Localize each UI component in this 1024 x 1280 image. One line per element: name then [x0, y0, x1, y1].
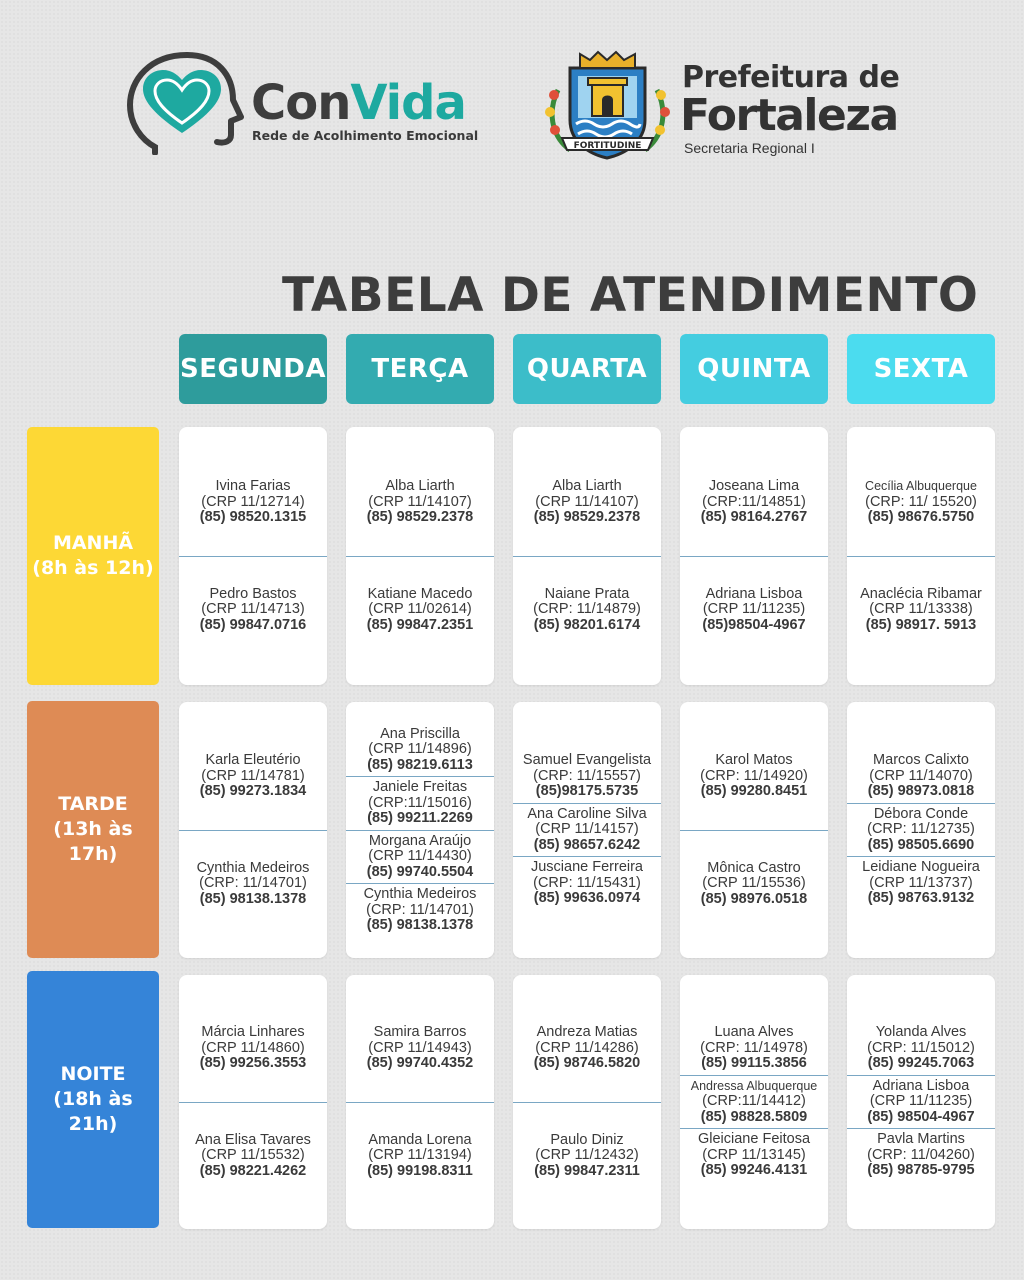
professional-crp: (CRP: 11/14978) — [700, 1039, 808, 1056]
professional-entry — [680, 475, 828, 556]
professional-entry — [847, 803, 995, 857]
prefeitura-logo — [540, 50, 920, 165]
professional-name: Cynthia Medeiros — [196, 859, 310, 876]
professional-crp: (CRP: 11/15012) — [867, 1039, 975, 1056]
professional-entry — [847, 556, 995, 638]
professional-entry — [847, 750, 995, 803]
professional-phone: (85) 99115.3856 — [701, 1055, 807, 1072]
professional-crp: (CRP: 11/14920) — [700, 767, 808, 784]
professional-entry — [346, 475, 494, 556]
professional-crp: (CRP 11/14070) — [869, 767, 973, 784]
professional-name: Luana Alves — [714, 1024, 794, 1041]
professional-name: Pavla Martins — [877, 1131, 965, 1148]
professional-phone: (85) 99256.3553 — [199, 1055, 307, 1071]
professional-crp: (CRP 11/14107) — [368, 493, 472, 510]
professional-entry — [680, 1128, 828, 1182]
professional-phone: (85) 99636.0974 — [533, 890, 641, 907]
professional-crp: (CRP 11/15536) — [702, 875, 806, 891]
prefeitura-line1: Prefeitura de — [682, 60, 900, 95]
period-name: NOITE — [60, 1063, 126, 1085]
professional-entry — [513, 1102, 661, 1184]
day-header-4: QUINTA — [680, 334, 828, 404]
professional-entry — [847, 1022, 995, 1075]
crest-motto: FORTITUDINE — [573, 141, 642, 151]
schedule-cell-manha-5 — [847, 427, 995, 685]
period-name: TARDE — [58, 793, 128, 815]
professional-crp: (CRP 11/14860) — [201, 1039, 305, 1056]
professional-phone: (85) 98529.2378 — [366, 509, 474, 525]
professional-entry — [513, 856, 661, 910]
professional-phone: (85) 98746.5820 — [533, 1055, 641, 1071]
professional-name: Andreza Matias — [536, 1024, 638, 1040]
professional-phone: (85) 99847.0716 — [199, 616, 307, 633]
schedule-cell-tarde-2 — [346, 702, 494, 958]
schedule-cell-tarde-4 — [680, 702, 828, 958]
professional-crp: (CRP 11/13737) — [869, 874, 973, 891]
professional-name: Débora Conde — [873, 805, 969, 822]
professional-crp: (CRP 11/14896) — [368, 741, 472, 757]
professional-crp: (CRP 11/02614) — [368, 601, 472, 617]
professional-crp: (CRP: 11/15557) — [533, 767, 641, 784]
professional-phone: (85) 99198.8311 — [367, 1162, 473, 1179]
professional-name: Ana Elisa Tavares — [195, 1131, 311, 1148]
professional-entry — [346, 776, 494, 830]
professional-phone: (85) 98917. 5913 — [865, 616, 977, 633]
professional-entry — [346, 1021, 494, 1102]
professional-entry — [513, 1021, 661, 1102]
head-heart-icon — [125, 45, 250, 155]
professional-entry — [680, 1022, 828, 1075]
professional-name: Alba Liarth — [385, 478, 455, 494]
period-label-manha — [27, 427, 159, 685]
professional-phone: (85) 99847.2311 — [534, 1162, 640, 1179]
professional-phone: (85) 98657.6242 — [533, 836, 641, 853]
professional-entry — [847, 1128, 995, 1182]
professional-entry — [179, 830, 327, 912]
professional-phone: (85) 98138.1378 — [366, 917, 474, 933]
professional-crp: (CRP:11/14851) — [702, 493, 806, 510]
professional-phone: (85) 98785-9795 — [867, 1162, 975, 1179]
professional-crp: (CRP 11/14430) — [368, 848, 472, 864]
professional-name: Andressa Albuquerque — [690, 1078, 818, 1093]
professional-phone: (85) 98164.2767 — [700, 509, 808, 525]
convida-logo — [125, 45, 485, 155]
professional-name: Ana Caroline Silva — [527, 805, 647, 822]
professional-entry — [847, 475, 995, 556]
professional-crp: (CRP 11/14713) — [201, 601, 305, 617]
convida-word1: Con — [251, 75, 351, 131]
professional-phone: (85) 98520.1315 — [199, 509, 307, 525]
professional-crp: (CRP:11/14412) — [702, 1093, 806, 1110]
professional-entry — [346, 724, 494, 777]
professional-phone: (85) 98505.6690 — [867, 836, 975, 853]
professional-phone: (85) 98219.6113 — [367, 756, 473, 773]
professional-name: Jusciane Ferreira — [530, 859, 643, 876]
professional-crp: (CRP 11/14943) — [368, 1039, 472, 1056]
professional-name: Cecília Albuquerque — [865, 479, 977, 493]
day-header-5: SEXTA — [847, 334, 995, 404]
professional-name: Mônica Castro — [707, 859, 801, 876]
professional-entry — [513, 475, 661, 556]
professional-crp: (CRP: 11/15431) — [533, 874, 641, 891]
professional-crp: (CRP: 11/12735) — [867, 821, 975, 838]
schedule-cell-noite-4 — [680, 975, 828, 1229]
professional-entry — [179, 1102, 327, 1184]
professional-entry — [179, 749, 327, 830]
professional-crp: (CRP 11/11235) — [869, 1093, 973, 1110]
professional-phone: (85) 99246.4131 — [700, 1162, 808, 1179]
professional-entry — [680, 1075, 828, 1129]
schedule-cell-tarde-5 — [847, 702, 995, 958]
professional-phone: (85) 99740.5504 — [366, 863, 474, 880]
professional-name: Samuel Evangelista — [522, 752, 652, 769]
professional-phone: (85) 99740.4352 — [366, 1055, 474, 1071]
professional-phone: (85)98175.5735 — [535, 783, 639, 800]
professional-entry — [513, 750, 661, 803]
professional-name: Ana Priscilla — [380, 725, 460, 742]
professional-name: Ivina Farias — [215, 478, 291, 494]
professional-entry — [513, 556, 661, 638]
professional-phone: (85) 98138.1378 — [199, 890, 307, 907]
schedule-cell-manha-4 — [680, 427, 828, 685]
professional-phone: (85) 99847.2351 — [366, 616, 474, 633]
professional-crp: (CRP 11/12432) — [535, 1147, 639, 1163]
professional-name: Leidiane Nogueira — [862, 859, 980, 876]
schedule-cell-noite-1 — [179, 975, 327, 1229]
professional-crp: (CRP: 11/ 15520) — [865, 493, 977, 510]
professional-crp: (CRP 11/12714) — [201, 493, 305, 510]
professional-entry — [680, 749, 828, 830]
convida-wordmark — [251, 75, 466, 131]
professional-name: Yolanda Alves — [875, 1024, 967, 1041]
professional-crp: (CRP: 11/14879) — [533, 601, 641, 617]
professional-entry — [179, 1021, 327, 1102]
professional-name: Anaclécia Ribamar — [860, 585, 982, 602]
professional-crp: (CRP 11/13145) — [702, 1146, 806, 1163]
professional-name: Janiele Freitas — [372, 779, 468, 795]
professional-phone: (85) 98221.4262 — [199, 1162, 307, 1179]
professional-crp: (CRP:11/15016) — [368, 794, 472, 811]
professional-crp: (CRP: 11/04260) — [867, 1146, 975, 1163]
period-hours: (18h às 21h) — [53, 1088, 133, 1135]
schedule-cell-noite-3 — [513, 975, 661, 1229]
professional-crp: (CRP: 11/14701) — [199, 875, 307, 891]
professional-name: Adriana Lisboa — [872, 1077, 970, 1094]
professional-phone: (85) 98828.5809 — [700, 1108, 808, 1125]
professional-name: Morgana Araújo — [368, 832, 472, 849]
professional-name: Adriana Lisboa — [705, 585, 803, 602]
professional-crp: (CRP 11/11235) — [702, 601, 806, 617]
professional-entry — [847, 856, 995, 910]
professional-name: Gleiciane Feitosa — [697, 1131, 811, 1148]
professional-crp: (CRP: 11/14701) — [366, 901, 474, 918]
professional-crp: (CRP 11/15532) — [201, 1147, 305, 1163]
period-label-noite — [27, 971, 159, 1228]
professional-phone: (85) 98504-4967 — [867, 1108, 975, 1125]
page-title: TABELA DE ATENDIMENTO — [282, 268, 979, 323]
professional-entry — [680, 556, 828, 638]
fortaleza-crest-icon — [540, 50, 675, 165]
convida-subtitle: Rede de Acolhimento Emocional — [252, 128, 479, 143]
schedule-cell-tarde-3 — [513, 702, 661, 958]
schedule-cell-manha-1 — [179, 427, 327, 685]
professional-phone: (85) 99280.8451 — [700, 783, 808, 799]
professional-crp: (CRP 11/14781) — [201, 767, 305, 784]
schedule-cell-manha-3 — [513, 427, 661, 685]
professional-phone: (85) 99273.1834 — [199, 783, 307, 799]
professional-phone: (85) 99211.2269 — [367, 810, 473, 826]
schedule-cell-noite-2 — [346, 975, 494, 1229]
professional-crp: (CRP 11/14286) — [535, 1039, 639, 1056]
professional-name: Karol Matos — [715, 752, 793, 768]
period-hours: (13h às 17h) — [53, 818, 133, 865]
professional-entry — [346, 830, 494, 884]
professional-phone: (85) 99245.7063 — [867, 1055, 975, 1072]
professional-entry — [346, 556, 494, 638]
professional-phone: (85) 98973.0818 — [867, 783, 975, 800]
professional-name: Katiane Macedo — [367, 585, 473, 602]
professional-name: Alba Liarth — [552, 478, 622, 494]
professional-entry — [513, 803, 661, 857]
professional-entry — [179, 556, 327, 638]
schedule-cell-noite-5 — [847, 975, 995, 1229]
professional-crp: (CRP 11/14157) — [535, 821, 639, 838]
professional-entry — [346, 1102, 494, 1184]
period-hours: (8h às 12h) — [32, 557, 154, 579]
professional-phone: (85) 98976.0518 — [700, 890, 808, 907]
professional-name: Marcos Calixto — [873, 752, 969, 769]
professional-entry — [680, 830, 828, 912]
professional-crp: (CRP 11/14107) — [535, 493, 639, 510]
day-header-2: TERÇA — [346, 334, 494, 404]
schedule-cell-tarde-1 — [179, 702, 327, 958]
professional-name: Cynthia Medeiros — [363, 886, 477, 902]
professional-entry — [346, 883, 494, 937]
convida-word2: Vida — [350, 75, 466, 131]
professional-phone: (85) 98676.5750 — [867, 509, 975, 525]
professional-phone: (85) 98529.2378 — [533, 509, 641, 525]
prefeitura-line3: Secretaria Regional I — [684, 140, 815, 156]
professional-name: Pedro Bastos — [209, 585, 297, 602]
period-name: MANHÃ — [52, 532, 134, 554]
prefeitura-line2: Fortaleza — [680, 90, 898, 141]
professional-name: Joseana Lima — [708, 478, 800, 494]
day-header-1: SEGUNDA — [179, 334, 327, 404]
professional-name: Samira Barros — [373, 1024, 467, 1040]
professional-crp: (CRP 11/13338) — [869, 601, 973, 617]
professional-crp: (CRP 11/13194) — [368, 1147, 472, 1163]
day-header-3: QUARTA — [513, 334, 661, 404]
professional-name: Karla Eleutério — [205, 752, 301, 768]
professional-phone: (85) 98201.6174 — [533, 616, 641, 633]
professional-phone: (85)98504-4967 — [702, 616, 806, 633]
professional-name: Márcia Linhares — [201, 1024, 305, 1040]
professional-entry — [847, 1075, 995, 1129]
professional-phone: (85) 98763.9132 — [867, 890, 975, 907]
professional-name: Paulo Diniz — [550, 1131, 624, 1148]
professional-name: Naiane Prata — [544, 585, 630, 602]
professional-entry — [179, 475, 327, 556]
professional-name: Amanda Lorena — [368, 1131, 472, 1148]
period-label-tarde — [27, 701, 159, 958]
schedule-cell-manha-2 — [346, 427, 494, 685]
